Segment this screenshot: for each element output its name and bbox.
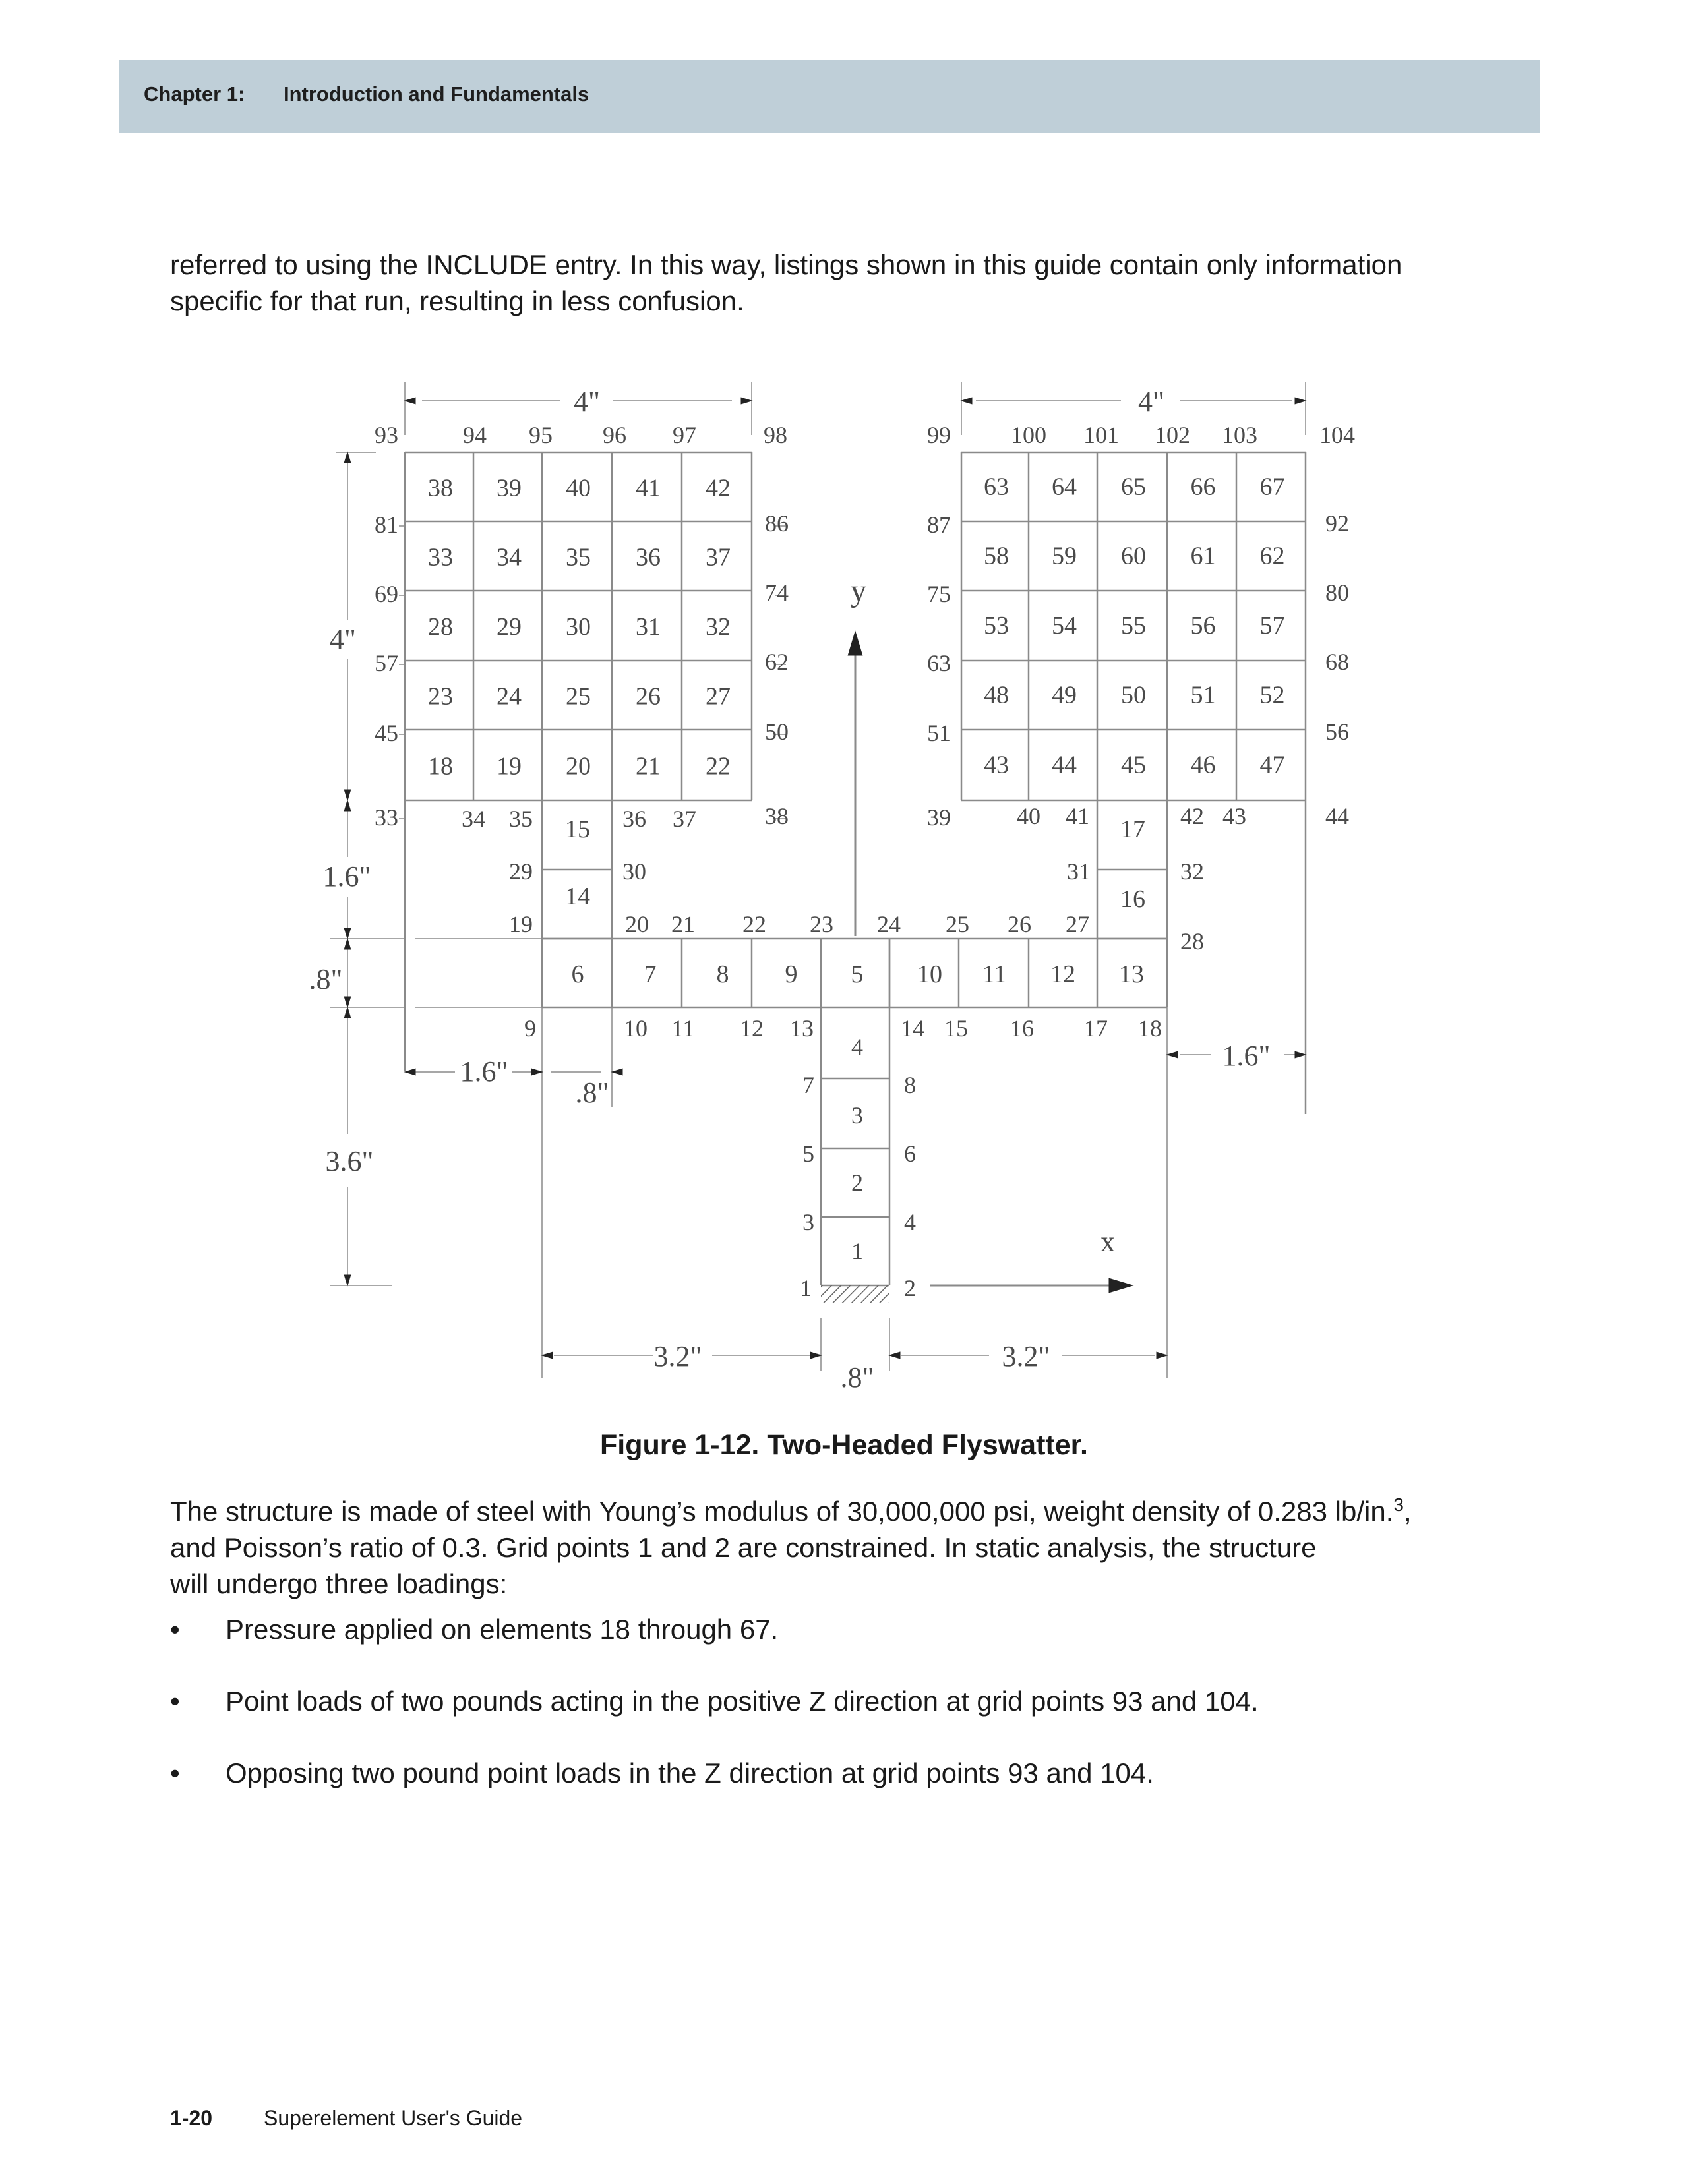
- grid-label-right-inner: 39: [927, 804, 951, 831]
- grid-label-handle: 2: [904, 1275, 916, 1301]
- grid-label-left-top: 95: [529, 422, 553, 448]
- element-label-connector: 14: [565, 883, 590, 910]
- grid-label-left-side: 57: [375, 650, 398, 676]
- grid-label-left-side: 81: [375, 512, 398, 538]
- dim-label-crossbar-right: 3.2": [1002, 1340, 1050, 1372]
- grid-label-connector-left: 19: [509, 911, 533, 937]
- element-label-left-head: 30: [566, 613, 591, 641]
- grid-label-connector-right: 42: [1180, 803, 1204, 829]
- grid-label-right-top: 101: [1083, 422, 1119, 448]
- figure-caption: Figure 1-12. Two-Headed Flyswatter.: [600, 1429, 1088, 1461]
- grid-label-connector-right: 43: [1222, 803, 1246, 829]
- dim-arrow: [542, 1352, 553, 1359]
- grid-label-right-side: 80: [1325, 579, 1349, 606]
- chapter-number: Chapter 1:: [144, 82, 245, 105]
- grid-label-connector-right: 41: [1066, 803, 1089, 829]
- grid-label-connector-right: 18: [1138, 1015, 1162, 1042]
- y-axis-arrow: [848, 632, 862, 655]
- dim-label-crossbar-height: .8": [309, 963, 343, 995]
- grid-label-connector-left: 35: [509, 806, 533, 832]
- grid-label-left-inner: 86: [765, 510, 789, 537]
- dim-label-neck-height: 1.6": [322, 860, 371, 893]
- dim-arrow: [344, 452, 351, 463]
- dim-arrow: [344, 800, 351, 811]
- element-label-right-head: 47: [1259, 751, 1285, 779]
- element-label-left-head: 31: [636, 613, 661, 641]
- grid-label-left-side: 45: [375, 720, 398, 746]
- dim-arrow: [344, 939, 351, 949]
- element-label-left-head: 23: [428, 682, 453, 711]
- element-label-left-head: 33: [428, 543, 453, 572]
- dim-arrow: [1157, 1352, 1167, 1359]
- grid-label-center: 16: [1010, 1015, 1034, 1042]
- grid-label-handle: 4: [904, 1209, 916, 1235]
- grid-label-left-side: 69: [375, 581, 398, 607]
- dim-label-handle-height: 3.6": [325, 1145, 374, 1177]
- grid-label-right-inner: 87: [927, 512, 951, 538]
- grid-label-left-top: 98: [764, 422, 787, 448]
- element-label-connector: 12: [1050, 960, 1075, 988]
- element-label-right-head: 56: [1190, 612, 1216, 639]
- grid-label-left-inner: 62: [765, 649, 789, 675]
- dim-label-crossbar-left: 3.2": [653, 1340, 702, 1372]
- element-label-connector: 15: [565, 815, 590, 843]
- dim-arrow: [612, 1069, 622, 1075]
- element-label-left-head: 38: [428, 474, 453, 502]
- element-label-left-head: 42: [706, 474, 731, 502]
- grid-label-center: 26: [1008, 911, 1031, 937]
- dim-label-neck-offset: 1.6": [460, 1055, 508, 1088]
- grid-label-handle: 8: [904, 1072, 916, 1098]
- element-label-connector: 6: [571, 960, 584, 988]
- element-label-handle: 4: [851, 1034, 863, 1060]
- element-label-right-head: 63: [984, 473, 1009, 501]
- element-label-right-head: 49: [1052, 681, 1077, 709]
- grid-label-center: 23: [810, 911, 833, 937]
- element-label-handle: 2: [851, 1169, 863, 1196]
- chapter-title: Introduction and Fundamentals: [284, 82, 589, 105]
- grid-label-center: 15: [944, 1015, 968, 1042]
- dim-arrow: [889, 1352, 900, 1359]
- x-axis-label: x: [1100, 1225, 1115, 1258]
- dim-label-right-offset: 1.6": [1222, 1040, 1271, 1072]
- element-label-left-head: 28: [428, 613, 453, 641]
- bullet-dot: •: [170, 1614, 180, 1645]
- element-label-left-head: 19: [497, 752, 522, 781]
- grid-label-handle: 6: [904, 1140, 916, 1167]
- page-number: 1-20: [170, 2106, 213, 2130]
- dim-arrow: [344, 997, 351, 1007]
- grid-label-right-top: 100: [1011, 422, 1046, 448]
- grid-label-handle: 7: [802, 1072, 814, 1098]
- element-label-right-head: 54: [1052, 612, 1077, 639]
- material-line: and Poisson’s ratio of 0.3. Grid points 1 and 2 are constrained. In static analysis, the structure: [170, 1532, 1317, 1563]
- grid-label-center: 22: [742, 911, 766, 937]
- dim-arrow: [961, 398, 972, 404]
- element-label-right-head: 66: [1190, 473, 1216, 501]
- grid-label-left-inner: 38: [765, 803, 789, 829]
- bullet-text: Opposing two pound point loads in the Z direction at grid points 93 and 104.: [226, 1757, 1154, 1788]
- grid-label-connector-right: 17: [1084, 1015, 1108, 1042]
- grid-label-left-top: 93: [375, 422, 398, 448]
- element-label-connector: 16: [1120, 885, 1145, 913]
- grid-label-connector-left: 9: [524, 1015, 536, 1042]
- element-label-right-head: 46: [1190, 751, 1216, 779]
- fixed-support-hatch: [821, 1285, 889, 1303]
- grid-label-connector-left: 34: [462, 806, 485, 832]
- element-label-left-head: 32: [706, 613, 731, 641]
- grid-label-center: 24: [877, 911, 901, 937]
- grid-label-connector-right: 27: [1066, 911, 1089, 937]
- element-label-connector: 10: [917, 960, 942, 988]
- grid-label-connector-right: 28: [1180, 928, 1204, 955]
- grid-label-right-top: 102: [1155, 422, 1190, 448]
- material-line: [170, 1487, 1412, 1529]
- element-label-left-head: 35: [566, 543, 591, 572]
- grid-label-handle: 5: [802, 1140, 814, 1167]
- element-label-connector: 11: [982, 960, 1007, 988]
- element-label-handle: 3: [851, 1102, 863, 1129]
- dim-arrow: [344, 928, 351, 939]
- grid-label-right-top: 103: [1222, 422, 1257, 448]
- element-label-left-head: 22: [706, 752, 731, 781]
- element-label-right-head: 43: [984, 751, 1009, 779]
- element-label-left-head: 39: [497, 474, 522, 502]
- element-label-right-head: 55: [1121, 612, 1146, 639]
- dim-arrow: [405, 1069, 415, 1075]
- element-label-left-head: 36: [636, 543, 661, 572]
- grid-label-connector-right: 31: [1067, 858, 1091, 885]
- grid-label-right-side: 92: [1325, 510, 1349, 537]
- dim-arrow: [531, 1069, 542, 1075]
- grid-label-handle: 3: [802, 1209, 814, 1235]
- grid-label-center: 12: [740, 1015, 764, 1042]
- grid-label-connector-right: 40: [1017, 803, 1040, 829]
- dim-label-handle-width: .8": [840, 1361, 874, 1394]
- y-axis-label: y: [851, 574, 866, 608]
- element-label-connector: 7: [644, 960, 657, 988]
- intro-line: specific for that run, resulting in less confusion.: [170, 285, 744, 316]
- element-label-right-head: 60: [1121, 542, 1146, 570]
- grid-label-right-side: 56: [1325, 719, 1349, 745]
- dim-arrow: [1167, 1051, 1178, 1058]
- element-label-connector: 9: [785, 960, 798, 988]
- grid-label-connector-left: 20: [625, 911, 649, 937]
- element-label-connector: 17: [1120, 815, 1145, 843]
- grid-label-connector-left: 10: [624, 1015, 648, 1042]
- trailing-comma: ,: [1403, 1496, 1412, 1527]
- element-label-left-head: 20: [566, 752, 591, 781]
- element-label-left-head: 40: [566, 474, 591, 502]
- element-label-connector: 5: [851, 960, 864, 988]
- grid-label-connector-left: 36: [622, 806, 646, 832]
- element-label-right-head: 57: [1259, 612, 1285, 639]
- grid-label-connector-left: 29: [509, 858, 533, 885]
- grid-label-center: 13: [790, 1015, 814, 1042]
- element-label-left-head: 26: [636, 682, 661, 711]
- material-line: will undergo three loadings:: [170, 1568, 508, 1599]
- bullet-dot: •: [170, 1757, 180, 1788]
- element-label-left-head: 34: [497, 543, 522, 572]
- element-label-right-head: 62: [1259, 542, 1285, 570]
- dim-label-left-head-width: 4": [574, 386, 600, 418]
- element-label-connector: 8: [716, 960, 729, 988]
- element-label-right-head: 58: [984, 542, 1009, 570]
- grid-label-left-inner: 50: [765, 719, 789, 745]
- dim-arrow: [344, 1007, 351, 1018]
- element-label-left-head: 29: [497, 613, 522, 641]
- dim-arrow: [1295, 1051, 1306, 1058]
- element-label-left-head: 24: [497, 682, 522, 711]
- grid-label-connector-left: 11: [671, 1015, 695, 1042]
- grid-label-left-top: 97: [673, 422, 696, 448]
- element-label-right-head: 64: [1052, 473, 1077, 501]
- bullet-dot: •: [170, 1686, 180, 1717]
- element-label-right-head: 51: [1190, 681, 1216, 709]
- grid-label-handle: 1: [800, 1275, 812, 1301]
- grid-label-center: 14: [901, 1015, 924, 1042]
- x-axis-arrow: [1109, 1278, 1133, 1293]
- grid-label-connector-right: 32: [1180, 858, 1204, 885]
- element-label-left-head: 37: [706, 543, 731, 572]
- grid-label-center: 25: [946, 911, 969, 937]
- element-label-left-head: 18: [428, 752, 453, 781]
- grid-label-left-top: 94: [463, 422, 487, 448]
- grid-label-left-top: 96: [603, 422, 626, 448]
- intro-line: referred to using the INCLUDE entry. In this way, listings shown in this guide contain only information: [170, 249, 1402, 280]
- grid-label-left-side: 33: [375, 804, 398, 831]
- guide-title: Superelement User's Guide: [264, 2106, 523, 2130]
- grid-label-right-inner: 51: [927, 720, 951, 746]
- material-line-text: The structure is made of steel with Young’s modulus of 30,000,000 psi, weight density of 0.283 lb/in.: [170, 1496, 1394, 1527]
- dim-arrow: [405, 398, 415, 404]
- element-label-handle: 1: [851, 1238, 863, 1264]
- element-label-right-head: 61: [1190, 542, 1216, 570]
- dim-label-head-height: 4": [330, 623, 356, 655]
- dim-arrow: [1295, 398, 1306, 404]
- dim-label-right-head-width: 4": [1138, 386, 1164, 418]
- element-label-left-head: 25: [566, 682, 591, 711]
- element-label-right-head: 59: [1052, 542, 1077, 570]
- element-label-right-head: 45: [1121, 751, 1146, 779]
- grid-label-left-inner: 74: [765, 579, 789, 606]
- bullet-text: Pressure applied on elements 18 through 67.: [226, 1614, 779, 1645]
- element-label-right-head: 53: [984, 612, 1009, 639]
- dim-arrow: [344, 790, 351, 800]
- element-label-connector: 13: [1119, 960, 1144, 988]
- dim-arrow: [810, 1352, 821, 1359]
- dim-label-neck-width: .8": [575, 1077, 609, 1109]
- dim-arrow: [741, 398, 752, 404]
- grid-label-right-side: 68: [1325, 649, 1349, 675]
- element-label-right-head: 50: [1121, 681, 1146, 709]
- element-label-right-head: 67: [1259, 473, 1285, 501]
- grid-label-connector-left: 30: [622, 858, 646, 885]
- grid-label-connector-left: 37: [673, 806, 696, 832]
- grid-label-right-inner: 75: [927, 581, 951, 607]
- grid-label-right-top: 104: [1319, 422, 1355, 448]
- element-label-left-head: 27: [706, 682, 731, 711]
- grid-label-right-side: 44: [1325, 803, 1349, 829]
- grid-label-right-top: 99: [927, 422, 951, 448]
- dim-arrow: [344, 1275, 351, 1285]
- element-label-right-head: 44: [1052, 751, 1077, 779]
- grid-label-right-inner: 63: [927, 650, 951, 676]
- element-label-left-head: 41: [636, 474, 661, 502]
- bullet-text: Point loads of two pounds acting in the positive Z direction at grid points 93 and 104.: [226, 1686, 1259, 1717]
- cubic-superscript: 3: [1393, 1494, 1404, 1515]
- grid-label-connector-left: 21: [671, 911, 695, 937]
- material-paragraph: [170, 1487, 1412, 1602]
- element-label-right-head: 65: [1121, 473, 1146, 501]
- element-label-right-head: 52: [1259, 681, 1285, 709]
- element-label-left-head: 21: [636, 752, 661, 781]
- element-label-right-head: 48: [984, 681, 1009, 709]
